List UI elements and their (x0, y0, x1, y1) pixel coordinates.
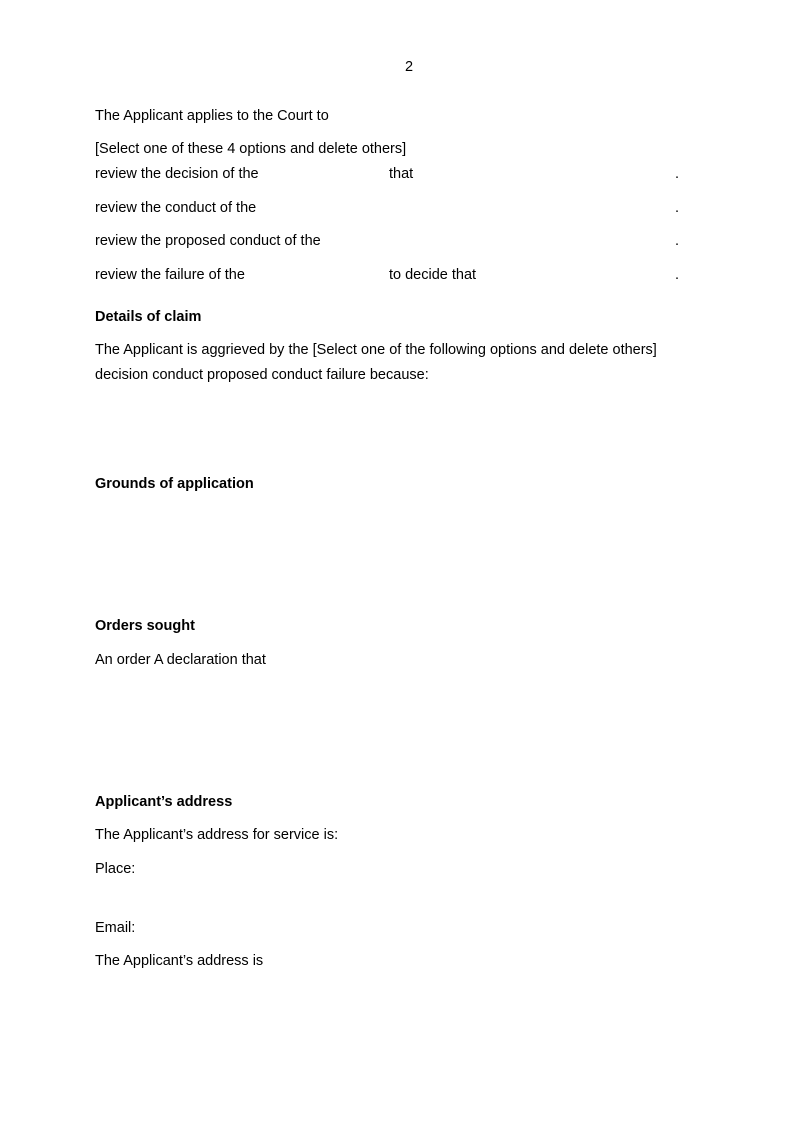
option-end: . (675, 166, 680, 182)
option-end: . (675, 200, 680, 216)
option-label: review the failure of the (95, 267, 245, 283)
option-review-conduct (95, 199, 695, 217)
address-place-label: Place: (95, 861, 136, 877)
orders-line-1: An order A declaration that (95, 652, 266, 668)
grounds-heading: Grounds of application (95, 476, 254, 492)
orders-heading: Orders sought (95, 618, 195, 634)
option-end: . (675, 233, 680, 249)
applicant-address-text: The Applicant’s address is (95, 953, 264, 969)
address-service-text: The Applicant’s address for service is: (95, 827, 339, 843)
address-email-label: Email: (95, 920, 136, 936)
address-heading: Applicant’s address (95, 794, 233, 810)
option-label: review the decision of the (95, 166, 259, 182)
option-review-decision (95, 165, 695, 183)
option-label: review the conduct of the (95, 200, 257, 216)
details-line-2: decision conduct proposed conduct failure because: (95, 367, 429, 383)
details-line-1: The Applicant is aggrieved by the [Select one of the following options and delete others] (95, 342, 657, 358)
option-middle-text: that (389, 166, 414, 182)
option-end: . (675, 267, 680, 283)
option-middle-text: to decide that (389, 267, 477, 283)
intro-text: The Applicant applies to the Court to (95, 108, 329, 124)
select-instruction: [Select one of these 4 options and delete others] (95, 141, 407, 157)
details-heading: Details of claim (95, 309, 202, 325)
page-number: 2 (404, 59, 414, 75)
option-label: review the proposed conduct of the (95, 233, 321, 249)
option-review-proposed-conduct (95, 232, 695, 250)
option-review-failure (95, 266, 695, 284)
